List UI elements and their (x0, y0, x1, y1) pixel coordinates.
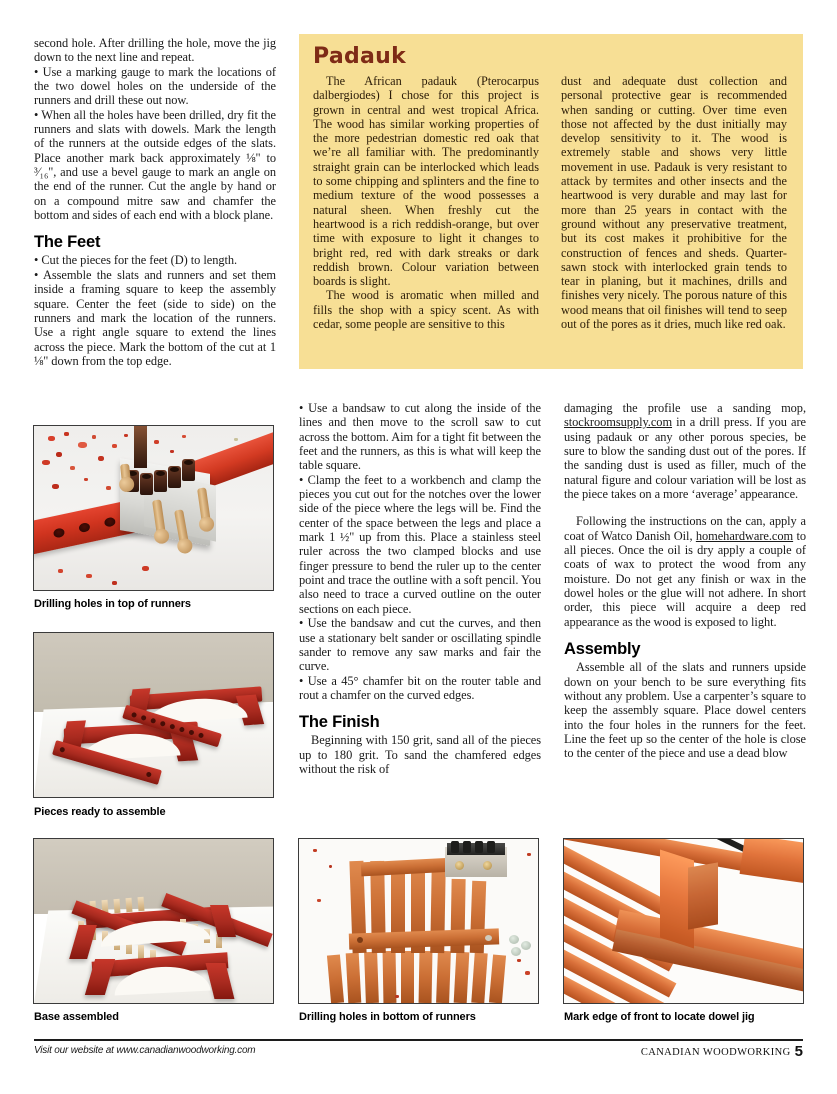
sidebar-title: Padauk (313, 44, 407, 69)
heading-assembly: Assembly (564, 640, 641, 659)
heading-the-finish: The Finish (299, 713, 380, 732)
paragraph-bullet: • Cut the pieces for the feet (D) to length. (34, 253, 276, 267)
left-column-text (34, 36, 276, 368)
paragraph-bullet: • Assemble the slats and runners and set them inside a framing square to keep the assembly square. Center the feet (side to side) on the runners and mark the location of the runners. Use a right angle square to extend the lines across the piece. Mark the bottom of the cut at 1 ⅛" down from the top edge. (34, 268, 276, 368)
photo-scene (564, 839, 803, 1003)
footer-divider (34, 1039, 803, 1041)
caption-fig-mark-edge: Mark edge of front to locate dowel jig (564, 1011, 755, 1023)
fig-drilling-bottom (298, 838, 539, 1004)
paragraph: The African padauk (Pterocarpus dalbergiodes) I chose for this project is grown in central and west tropical Africa. The wood has similar working properties of the more pedestrian domestic red oak that we’re all familiar with. The predominantly straight grain can be interlocked which leads to some chipping and splinters and the fine to medium texture of the wood possesses a natural sheen. When freshly cut the heartwood is a rich reddish-orange, but over time with exposure to light it changes to bright red, red with dark streaks or dark reddish brown. Colour variation between boards is slight. (313, 74, 539, 289)
paragraph: second hole. After drilling the hole, move the jig down to the next line and repeat. (34, 36, 276, 65)
text-run: Following the instructions on the can, apply a coat of Watco Danish Oil, (564, 514, 806, 543)
paragraph: The wood is aromatic when milled and fills the shop with a spicy scent. As with cedar, some people are sensitive to this (313, 288, 539, 332)
footer-publication (641, 1043, 803, 1060)
photo-scene (34, 839, 273, 1003)
paragraph-bullet: • Use a marking gauge to mark the locations of the two dowel holes on the underside of the runners and drill these out now. (34, 65, 276, 108)
sidebar-column-left (313, 74, 539, 331)
paragraph-bullet: • Clamp the feet to a workbench and clamp the pieces you cut out for the notches over the lower side of the piece where the legs will be. Find the center of the space between the legs and place a mark 1 ½" up from this. Place a stainless steel ruler across the two clamped blocks and use finger pressure to bend the ruler up to the center point and trace the outline with a soft pencil. You also need to trace a curved outline on the outer sections on each piece. (299, 473, 541, 616)
text-run: damaging the profile use a sanding mop, (564, 401, 806, 415)
paragraph-bullet: • When all the holes have been drilled, dry fit the runners and slats with dowels. Mark the length of the runners at the outside edges of the slats. Place another mark back approximately ⅛" to ³⁄₁₆", and use a bevel gauge to mark an angle on the end of the runner. Cut the angle by hand or on a compound mitre saw and chamfer the bottom and sides of each end with a block plane. (34, 108, 276, 223)
heading-the-feet: The Feet (34, 233, 101, 252)
fig-mark-edge (563, 838, 804, 1004)
paragraph-bullet: • Use the bandsaw and cut the curves, and then use a stationary belt sander or oscillating spindle sander to remove any saw marks and fair the curve. (299, 616, 541, 673)
caption-fig-drilling-bottom: Drilling holes in bottom of runners (299, 1011, 476, 1023)
sidebar-column-right (561, 74, 787, 331)
text-run: in a drill press. If you are using padauk or any other porous species, be sure to blow the sanding dust out of the pores. If the sanding dust is used as filler, much of the natural figure and colour variation will be lost as the piece takes on a more ‘average’ appearance. (564, 415, 806, 502)
paragraph-bullet: • Use a 45° chamfer bit on the router table and rout a chamfer on the curved edges. (299, 674, 541, 703)
mid-column-text (299, 401, 541, 776)
paragraph-with-link (564, 514, 806, 629)
page-number: 5 (794, 1043, 803, 1060)
fig-drilling-top (33, 425, 274, 591)
fig-base-assembled (33, 838, 274, 1004)
padauk-sidebar (299, 34, 803, 369)
drill-bit (134, 425, 147, 468)
photo-scene (34, 426, 273, 590)
text-run: to all pieces. Once the oil is dry apply a couple of coats of wax to protect the wood from any moisture. Do not get any finish or wax in the dowel holes or the glue will not adhere. In short order, this piece will acquire a deep red appearance as the wood is exposed to light. (564, 528, 807, 629)
spacer (34, 222, 276, 233)
sidebar-columns (313, 74, 789, 331)
footer-website: Visit our website at www.canadianwoodworking.com (34, 1045, 256, 1056)
caption-fig-base-assembled: Base assembled (34, 1011, 119, 1023)
spacer (564, 501, 806, 514)
photo-scene (299, 839, 538, 1003)
paragraph: Assemble all of the slats and runners upside down on your bench to be sure everything fits without any problem. Use a carpenter’s square to keep the assembly square. Place dowel centers into the four holes in the runners for the feet. Line the feet up so the center of the hole is close to the center of the piece and use a dead blow (564, 660, 806, 761)
spacer (564, 629, 806, 640)
link-stockroomsupply[interactable]: stockroomsupply.com (564, 415, 673, 430)
spacer (299, 702, 541, 713)
photo-scene (34, 633, 273, 797)
footer-publication-name: CANADIAN WOODWORKING (640, 1047, 791, 1058)
right-column-text (564, 401, 806, 761)
paragraph: dust and adequate dust collection and personal protective gear is recommended when sanding or cutting. Over time even those not affected by the dust initially may develop sensitivity to it. The wood is extremely stable and shows very little movement in use. Padauk is very resistant to attack by termites and other insects and the heartwood is very durable and may last for more than 25 years in contact with the ground without any preservative treatment, but its cost makes it prohibitive for the construction of fences and sheds. Quarter-sawn stock with interlocked grain tends to tear in planing, but it machines, drills and finishes very nicely. The porous nature of this wood means that oil finishes will tend to seep out of the pores as it dries, much like red oak. (561, 74, 787, 332)
paragraph-bullet: • Use a bandsaw to cut along the inside of the lines and then move to the scroll saw to cut across the bottom. Aim for a tight fit between the feet and the runners, as this is what will keep the table square. (299, 401, 541, 473)
caption-fig-drilling-top: Drilling holes in top of runners (34, 598, 191, 610)
fig-pieces-ready (33, 632, 274, 798)
paragraph-with-link (564, 401, 806, 501)
link-homehardware[interactable]: homehardware.com (695, 528, 794, 543)
paragraph: Beginning with 150 grit, sand all of the pieces up to 180 grit. To sand the chamfered edges without the risk of (299, 733, 541, 776)
caption-fig-pieces-ready: Pieces ready to assemble (34, 806, 166, 818)
